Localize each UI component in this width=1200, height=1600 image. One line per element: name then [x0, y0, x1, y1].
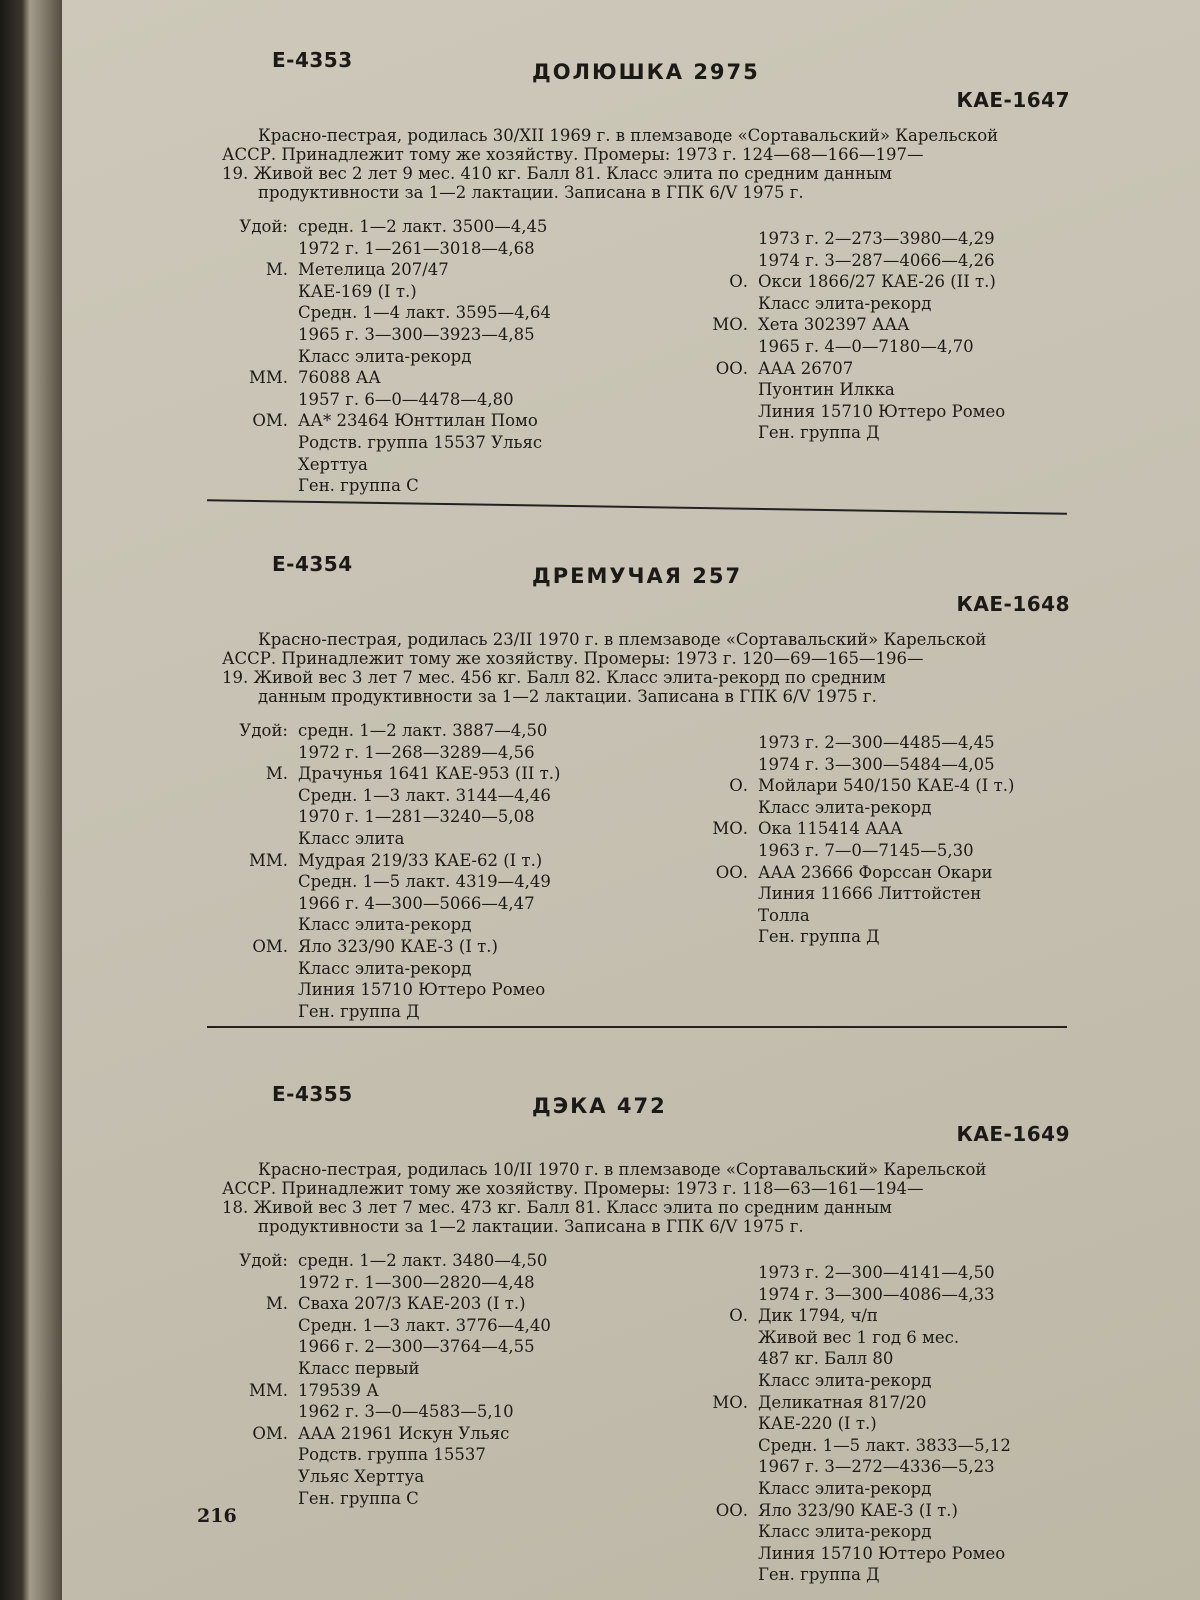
pedigree-line	[680, 1370, 1080, 1392]
pedigree-text: 1970 г. 1—281—3240—5,08	[298, 807, 535, 827]
pedigree-line	[680, 926, 1080, 948]
pedigree-label: МО.	[712, 315, 748, 335]
pedigree-right-column	[680, 732, 1080, 948]
description-line: Красно-пестрая, родилась 30/XII 1969 г. в племзаводе «Сортавальский» Карельской	[258, 126, 999, 145]
pedigree-text: Линия 15710 Юттеро Ромео	[758, 1543, 1006, 1563]
pedigree-text: Средн. 1—5 лакт. 3833—5,12	[758, 1435, 1011, 1455]
pedigree-line	[680, 1564, 1080, 1586]
pedigree-text: Класс элита	[298, 828, 405, 848]
pedigree-text: Класс элита-рекорд	[758, 1522, 932, 1542]
pedigree-line	[220, 1315, 640, 1337]
pedigree-line	[680, 862, 1080, 884]
pedigree-text: Класс элита-рекорд	[758, 1478, 932, 1498]
pedigree-text: 1972 г. 1—300—2820—4,48	[298, 1272, 535, 1292]
pedigree-left-column	[220, 216, 640, 497]
pedigree-line	[680, 797, 1080, 819]
pedigree-text: Ока 115414 ААА	[758, 819, 903, 839]
pedigree-label: Удой:	[239, 217, 288, 236]
pedigree-line	[220, 1466, 640, 1488]
pedigree-text: Класс элита-рекорд	[758, 293, 932, 313]
pedigree-line	[680, 271, 1080, 293]
pedigree-line	[680, 1500, 1080, 1522]
pedigree-label: М.	[265, 764, 288, 784]
pedigree-text: КАЕ-169 (I т.)	[298, 281, 417, 301]
pedigree-text: Ген. группа Д	[298, 1001, 420, 1021]
pedigree-line	[220, 367, 640, 389]
description-line: продуктивности за 1—2 лактации. Записана в ГПК 6/V 1975 г.	[258, 1217, 804, 1236]
pedigree-text: Окси 1866/27 КАЕ-26 (II т.)	[758, 272, 996, 292]
pedigree-text: Средн. 1—3 лакт. 3776—4,40	[298, 1315, 551, 1335]
pedigree-text: Дик 1794, ч/п	[758, 1306, 878, 1326]
pedigree-line	[220, 302, 640, 324]
pedigree-text: КАЕ-220 (I т.)	[758, 1414, 877, 1434]
pedigree-label: ОМ.	[252, 936, 288, 956]
pedigree-text: Линия 15710 Юттеро Ромео	[298, 980, 546, 1000]
pedigree-right-column	[680, 228, 1080, 444]
pedigree-line	[220, 720, 640, 742]
pedigree-text: 1967 г. 3—272—4336—5,23	[758, 1457, 995, 1477]
pedigree-text: Живой вес 1 год 6 мес.	[758, 1327, 960, 1347]
description-line: данным продуктивности за 1—2 лактации. Записана в ГПК 6/V 1975 г.	[258, 687, 877, 706]
pedigree-text: Ген. группа С	[298, 1488, 419, 1508]
pedigree-line	[220, 1358, 640, 1380]
pedigree-line	[680, 1392, 1080, 1414]
pedigree-line	[220, 475, 640, 497]
pedigree-label: О.	[729, 1306, 748, 1326]
pedigree-label: ОО.	[715, 1500, 748, 1520]
entry-description	[222, 630, 1102, 706]
pedigree-line	[680, 1327, 1080, 1349]
description-line: 19. Живой вес 2 лет 9 мес. 410 кг. Балл 81. Класс элита по средним данным	[222, 164, 892, 183]
pedigree-text: 1972 г. 1—261—3018—4,68	[298, 238, 535, 258]
pedigree-line	[220, 936, 640, 958]
description-line: 18. Живой вес 3 лет 7 мес. 473 кг. Балл 81. Класс элита по средним данным	[222, 1198, 892, 1217]
pedigree-line	[220, 1380, 640, 1402]
pedigree-line	[220, 763, 640, 785]
pedigree-line	[220, 1401, 640, 1423]
pedigree-line	[220, 1444, 640, 1466]
pedigree-line	[220, 324, 640, 346]
pedigree-line	[220, 828, 640, 850]
pedigree-line	[220, 979, 640, 1001]
pedigree-text: Херттуа	[298, 454, 368, 474]
entry-id: Е-4353	[272, 48, 353, 72]
pedigree-left-column	[220, 720, 640, 1022]
pedigree-label: МО.	[712, 819, 748, 839]
pedigree-line	[220, 958, 640, 980]
pedigree-entry-e4353	[62, 48, 1200, 528]
animal-name: ДОЛЮШКА 2975	[532, 60, 760, 84]
registry-number: КАЕ-1647	[956, 88, 1070, 112]
description-line: Красно-пестрая, родилась 23/II 1970 г. в племзаводе «Сортавальский» Карельской	[258, 630, 987, 649]
pedigree-line	[680, 732, 1080, 754]
pedigree-text: Родств. группа 15537	[298, 1445, 486, 1465]
pedigree-line	[680, 1305, 1080, 1327]
pedigree-text: 1974 г. 3—300—5484—4,05	[758, 754, 995, 774]
pedigree-line	[680, 422, 1080, 444]
pedigree-text: 487 кг. Балл 80	[758, 1349, 894, 1369]
entry-id: Е-4355	[272, 1082, 353, 1106]
pedigree-line	[680, 401, 1080, 423]
book-page	[62, 0, 1200, 1600]
pedigree-line	[220, 1250, 640, 1272]
pedigree-line	[680, 1456, 1080, 1478]
animal-name: ДРЕМУЧАЯ 257	[532, 564, 743, 588]
pedigree-line	[680, 1348, 1080, 1370]
pedigree-line	[220, 785, 640, 807]
pedigree-text: Линия 11666 Литтойстен	[758, 884, 982, 904]
pedigree-text: Средн. 1—5 лакт. 4319—4,49	[298, 872, 551, 892]
description-line: АССР. Принадлежит тому же хозяйству. Промеры: 1973 г. 124—68—166—197—	[222, 145, 924, 164]
pedigree-text: Класс первый	[298, 1358, 420, 1378]
pedigree-text: 1966 г. 2—300—3764—4,55	[298, 1337, 535, 1357]
pedigree-text: Класс элита-рекорд	[298, 958, 472, 978]
pedigree-line	[220, 432, 640, 454]
pedigree-text: Яло 323/90 КАЕ-3 (I т.)	[298, 936, 498, 956]
description-line: АССР. Принадлежит тому же хозяйству. Промеры: 1973 г. 120—69—165—196—	[222, 649, 924, 668]
pedigree-line	[220, 1423, 640, 1445]
pedigree-line	[680, 883, 1080, 905]
pedigree-text: 1963 г. 7—0—7145—5,30	[758, 840, 974, 860]
pedigree-line	[220, 259, 640, 281]
pedigree-text: Средн. 1—4 лакт. 3595—4,64	[298, 303, 551, 323]
pedigree-label: Удой:	[239, 1251, 288, 1270]
pedigree-line	[680, 1521, 1080, 1543]
pedigree-line	[680, 818, 1080, 840]
pedigree-text: ААА 26707	[758, 358, 854, 378]
pedigree-line	[220, 281, 640, 303]
pedigree-label: ММ.	[248, 368, 288, 388]
pedigree-text: Деликатная 817/20	[758, 1392, 927, 1412]
pedigree-text: Сваха 207/3 КАЕ-203 (I т.)	[298, 1294, 526, 1314]
pedigree-line	[220, 742, 640, 764]
pedigree-line	[680, 228, 1080, 250]
pedigree-left-column	[220, 1250, 640, 1509]
pedigree-line	[680, 905, 1080, 927]
pedigree-text: 1973 г. 2—273—3980—4,29	[758, 229, 995, 248]
pedigree-text: Ген. группа С	[298, 476, 419, 496]
pedigree-line	[220, 1336, 640, 1358]
pedigree-text: Линия 15710 Юттеро Ромео	[758, 401, 1006, 421]
pedigree-text: Класс элита-рекорд	[758, 1370, 932, 1390]
pedigree-text: Класс элита-рекорд	[298, 915, 472, 935]
pedigree-text: 1974 г. 3—300—4086—4,33	[758, 1284, 995, 1304]
pedigree-text: 179539 А	[298, 1380, 379, 1400]
pedigree-right-column	[680, 1262, 1080, 1586]
pedigree-text: 1965 г. 4—0—7180—4,70	[758, 336, 974, 356]
pedigree-text: 1962 г. 3—0—4583—5,10	[298, 1402, 514, 1422]
pedigree-text: Хета 302397 ААА	[758, 315, 910, 335]
entry-id: Е-4354	[272, 552, 353, 576]
pedigree-label: ММ.	[248, 1380, 288, 1400]
pedigree-line	[220, 806, 640, 828]
pedigree-line	[680, 1435, 1080, 1457]
description-line: АССР. Принадлежит тому же хозяйству. Промеры: 1973 г. 118—63—161—194—	[222, 1179, 924, 1198]
pedigree-text: АА* 23464 Юнттилан Помо	[298, 411, 538, 431]
pedigree-text: 1966 г. 4—300—5066—4,47	[298, 893, 535, 913]
pedigree-line	[680, 379, 1080, 401]
pedigree-text: Класс элита-рекорд	[298, 346, 472, 366]
pedigree-line	[680, 1413, 1080, 1435]
pedigree-text: Ульяс Херттуа	[298, 1466, 425, 1486]
book-page-edge	[0, 0, 70, 1600]
pedigree-line	[680, 293, 1080, 315]
pedigree-line	[220, 389, 640, 411]
pedigree-label: ОМ.	[252, 411, 288, 431]
pedigree-text: 76088 АА	[298, 368, 381, 388]
pedigree-line	[680, 336, 1080, 358]
pedigree-label: ОМ.	[252, 1423, 288, 1443]
pedigree-text: Мойлари 540/150 КАЕ-4 (I т.)	[758, 776, 1015, 796]
description-line: Красно-пестрая, родилась 10/II 1970 г. в племзаводе «Сортавальский» Карельской	[258, 1160, 987, 1179]
pedigree-line	[220, 216, 640, 238]
pedigree-label: МО.	[712, 1392, 748, 1412]
pedigree-label: ММ.	[248, 850, 288, 870]
pedigree-line	[220, 1272, 640, 1294]
section-divider	[207, 1026, 1067, 1028]
pedigree-entry-e4355	[62, 1082, 1200, 1585]
pedigree-line	[680, 250, 1080, 272]
pedigree-text: Метелица 207/47	[298, 260, 449, 280]
description-line: продуктивности за 1—2 лактации. Записана в ГПК 6/V 1975 г.	[258, 183, 804, 202]
pedigree-line	[680, 840, 1080, 862]
pedigree-text: Средн. 1—3 лакт. 3144—4,46	[298, 785, 551, 805]
pedigree-text: Яло 323/90 КАЕ-3 (I т.)	[758, 1500, 958, 1520]
pedigree-line	[680, 1284, 1080, 1306]
pedigree-text: ААА 21961 Искун Ульяс	[298, 1423, 510, 1443]
pedigree-line	[220, 238, 640, 260]
pedigree-text: ААА 23666 Форссан Окари	[758, 862, 993, 882]
pedigree-label: М.	[265, 260, 288, 280]
pedigree-line	[220, 850, 640, 872]
pedigree-line	[220, 454, 640, 476]
entry-description	[222, 126, 1102, 202]
pedigree-text: 1974 г. 3—287—4066—4,26	[758, 250, 995, 270]
pedigree-label: ОО.	[715, 358, 748, 378]
pedigree-line	[220, 871, 640, 893]
animal-name: ДЭКА 472	[532, 1094, 667, 1118]
pedigree-text: Ген. группа Д	[758, 1565, 880, 1585]
pedigree-line	[220, 346, 640, 368]
pedigree-line	[220, 410, 640, 432]
pedigree-line	[220, 914, 640, 936]
pedigree-line	[220, 1488, 640, 1510]
pedigree-label: О.	[729, 272, 748, 292]
pedigree-label: Удой:	[239, 721, 288, 740]
pedigree-line	[680, 314, 1080, 336]
pedigree-text: 1965 г. 3—300—3923—4,85	[298, 324, 535, 344]
pedigree-label: ОО.	[715, 862, 748, 882]
pedigree-entry-e4354	[62, 552, 1200, 1032]
pedigree-text: Ген. группа Д	[758, 423, 880, 443]
pedigree-text: 1972 г. 1—268—3289—4,56	[298, 742, 535, 762]
pedigree-text: Ген. группа Д	[758, 927, 880, 947]
pedigree-text: 1973 г. 2—300—4141—4,50	[758, 1263, 995, 1282]
pedigree-line	[680, 1543, 1080, 1565]
pedigree-text: средн. 1—2 лакт. 3887—4,50	[298, 721, 548, 740]
pedigree-text: 1957 г. 6—0—4478—4,80	[298, 389, 514, 409]
page-number: 216	[197, 1505, 237, 1527]
description-line: 19. Живой вес 3 лет 7 мес. 456 кг. Балл 82. Класс элита-рекорд по средним	[222, 668, 886, 687]
registry-number: КАЕ-1648	[956, 592, 1070, 616]
pedigree-line	[220, 893, 640, 915]
pedigree-text: Толла	[758, 905, 810, 925]
pedigree-line	[680, 358, 1080, 380]
pedigree-text: Мудрая 219/33 КАЕ-62 (I т.)	[298, 850, 543, 870]
entry-description	[222, 1160, 1102, 1236]
pedigree-text: средн. 1—2 лакт. 3480—4,50	[298, 1251, 548, 1270]
pedigree-text: средн. 1—2 лакт. 3500—4,45	[298, 217, 548, 236]
pedigree-line	[680, 754, 1080, 776]
pedigree-label: М.	[265, 1294, 288, 1314]
pedigree-line	[680, 1262, 1080, 1284]
pedigree-text: Драчунья 1641 КАЕ-953 (II т.)	[298, 764, 561, 784]
pedigree-text: 1973 г. 2—300—4485—4,45	[758, 733, 995, 752]
registry-number: КАЕ-1649	[956, 1122, 1070, 1146]
pedigree-line	[680, 775, 1080, 797]
pedigree-line	[220, 1293, 640, 1315]
pedigree-label: О.	[729, 776, 748, 796]
pedigree-text: Родств. группа 15537 Ульяс	[298, 432, 543, 452]
pedigree-line	[220, 1001, 640, 1023]
pedigree-text: Пуонтин Илкка	[758, 380, 895, 400]
pedigree-line	[680, 1478, 1080, 1500]
pedigree-text: Класс элита-рекорд	[758, 797, 932, 817]
